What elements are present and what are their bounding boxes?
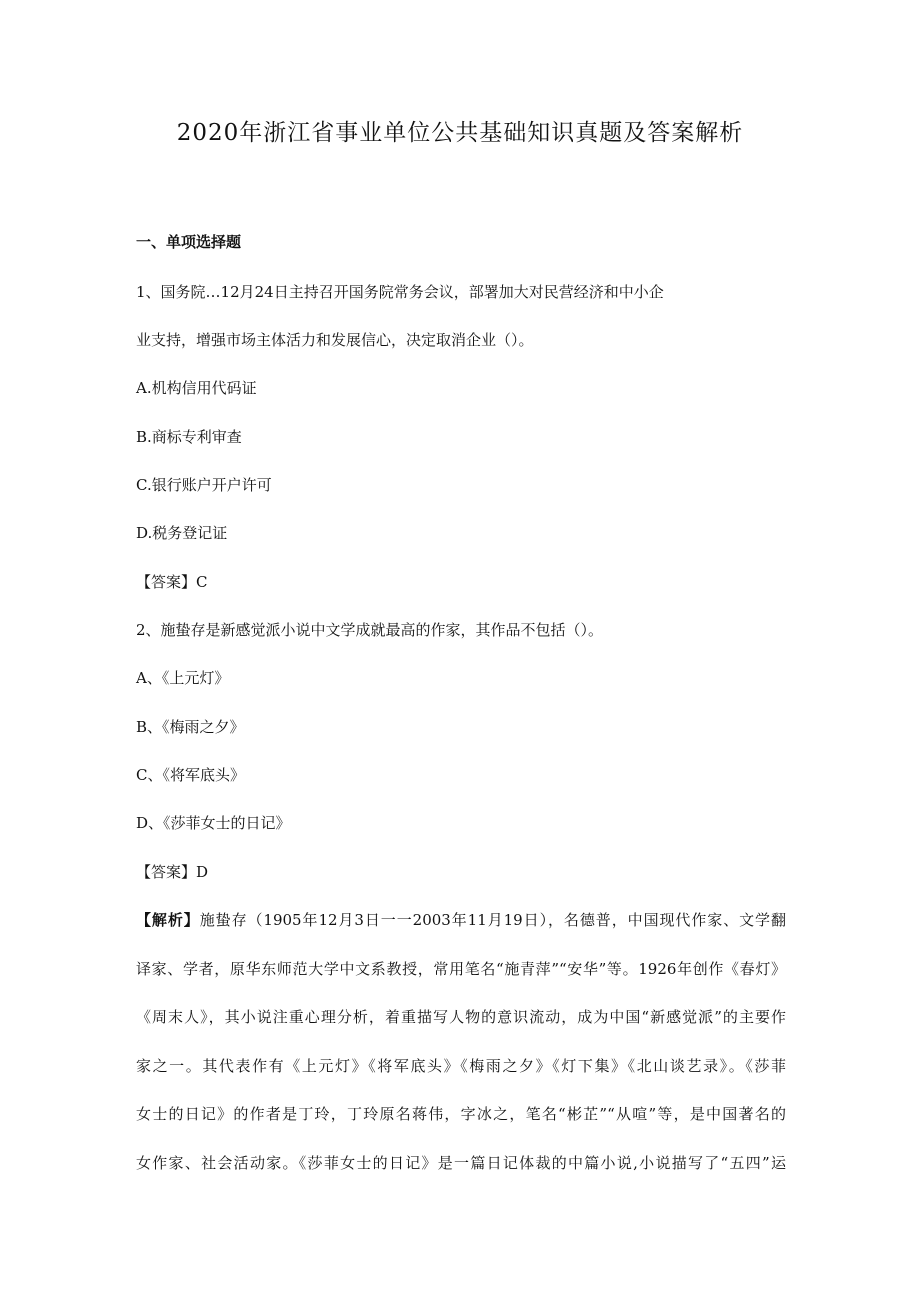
document-title: 2020年浙江省事业单位公共基础知识真题及答案解析 (176, 120, 744, 146)
analysis-line-text: 施蛰存（1905年12月3日一一2003年11月19日），名德普，中国现代作家、文学翻 (199, 911, 786, 929)
q2-option-a: A、《上元灯》 (136, 669, 230, 687)
q2-stem: 2、施蛰存是新感觉派小说中文学成就最高的作家，其作品不包括（）。 (136, 621, 604, 639)
q1-option-c: C.银行账户开户许可 (136, 476, 272, 494)
q2-option-d: D、《莎菲女士的日记》 (136, 814, 291, 832)
analysis-line: 女作家、社会活动家。《莎菲女士的日记》是一篇日记体裁的中篇小说,小说描写了“五四”运 (136, 1153, 786, 1172)
q1-stem-line2: 业支持，增强市场主体活力和发展信心，决定取消企业（）。 (136, 331, 534, 349)
q2-option-c: C、《将军底头》 (136, 766, 245, 784)
analysis-line: 《周末人》，其小说注重心理分析，着重描写人物的意识流动，成为中国“新感觉派”的主要作 (136, 1008, 786, 1026)
section-heading: 一、单项选择题 (136, 233, 242, 251)
q1-option-d: D.税务登记证 (136, 524, 228, 542)
analysis-line: 家之一。其代表作有《上元灯》《将军底头》《梅雨之夕》《灯下集》《北山谈艺录》。《莎菲 (136, 1056, 786, 1075)
q1-option-a: A.机构信用代码证 (136, 379, 257, 397)
q2-option-b: B、《梅雨之夕》 (136, 718, 245, 736)
analysis-line: 女士的日记》的作者是丁玲，丁玲原名蒋伟，字冰之，笔名“彬芷”“从喧”等，是中国著名的 (136, 1105, 786, 1123)
analysis-label: 【解析】 (136, 911, 200, 929)
q2-analysis (136, 910, 786, 1201)
q2-answer: 【答案】D (136, 863, 209, 881)
analysis-line: 译家、学者，原华东师范大学中文系教授，常用笔名“施青萍”“安华”等。1926年创作《春灯》 (136, 959, 786, 978)
analysis-line (136, 910, 786, 959)
q1-stem-line1: 1、国务院…12月24日主持召开国务院常务会议，部署加大对民营经济和中小企 (136, 283, 664, 301)
q1-answer: 【答案】C (136, 573, 208, 591)
q1-option-b: B.商标专利审查 (136, 428, 242, 446)
